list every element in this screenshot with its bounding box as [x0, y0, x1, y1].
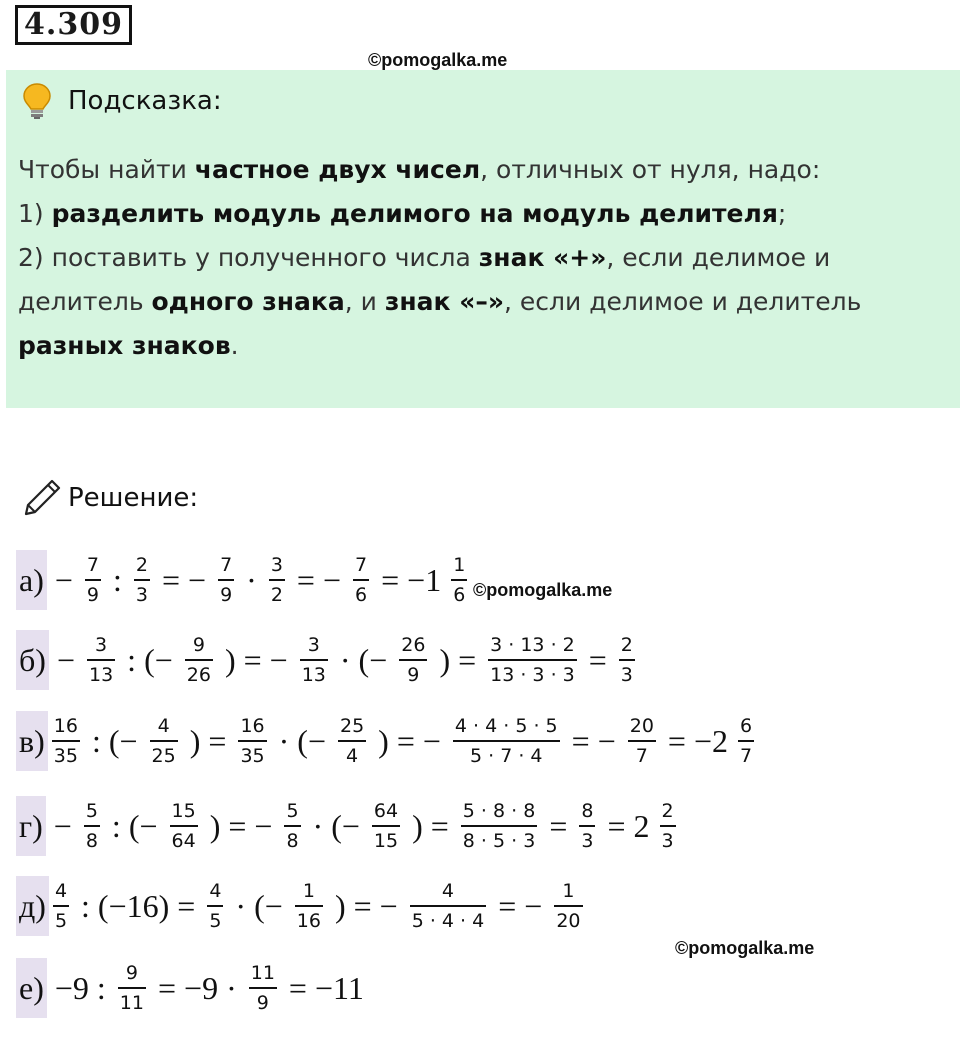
item-letter: д): [16, 876, 49, 936]
pencil-icon: [22, 478, 62, 518]
hint-line: делитель одного знака, и знак «–», если делимое и делитель: [18, 287, 862, 316]
equation: −9 : $\frac{9}{11}$ = −9 · $\frac{11}{9}$ = −11: [46, 962, 364, 1014]
watermark: ©pomogalka.me: [473, 580, 613, 600]
hint-box: [6, 70, 960, 408]
fraction: $\frac{6}{7}$: [740, 715, 753, 767]
fraction: $\frac{4}{5}$: [209, 880, 222, 932]
fraction: $\frac{15}{64}$: [171, 800, 196, 852]
fraction: $\frac{5}{8}$: [286, 800, 299, 852]
fraction: $\frac{64}{15}$: [373, 800, 399, 852]
solution-item-a: [16, 547, 471, 613]
fraction: $\frac{20}{7}$: [629, 715, 654, 767]
fraction: $\frac{3 \cdot 13 \cdot 2}{13 \cdot 3 \cdot 3}$: [490, 634, 575, 686]
lightbulb-icon: [22, 82, 52, 120]
fraction: $\frac{5}{8}$: [85, 800, 98, 852]
hint-line: Чтобы найти частное двух чисел, отличных от нуля, надо:: [18, 155, 821, 184]
equation: $\frac{4}{5}$ : (−16) = $\frac{4}{5}$ · (− $\frac{1}{16}$ ) = − $\frac{4}{5 \cdot 4 \cdot 4}$ = − $\frac{1}{20}$: [54, 880, 581, 932]
fraction: $\frac{3}{13}$: [88, 634, 114, 686]
hint-header: [22, 82, 222, 120]
fraction: $\frac{4}{5}$: [54, 880, 68, 932]
solution-item-d: [16, 873, 587, 939]
fraction: $\frac{11}{9}$: [250, 962, 275, 1014]
item-letter: е): [16, 958, 47, 1018]
fraction: $\frac{1}{20}$: [556, 880, 581, 932]
equation: − $\frac{3}{13}$ : (− $\frac{9}{26}$ ) = − $\frac{3}{13}$ · (− $\frac{26}{9}$ ) = $\frac{3 \cdot 13 \cdot 2}{13 \cdot 3 \cdot 3}$ = $\frac{2}{3}$: [48, 634, 633, 686]
fraction: $\frac{2}{3}$: [135, 554, 148, 606]
equation: $\frac{16}{35}$ : (− $\frac{4}{25}$ ) = $\frac{16}{35}$ · (− $\frac{25}{4}$ ) = − $\frac{4 \cdot 4 \cdot 5 \cdot 5}{5 \cdot 7 \cdot 4}$ = − $\frac{20}{7}$ = −2 $\frac{6}{7}$: [53, 715, 753, 767]
fraction: $\frac{4}{5 \cdot 4 \cdot 4}$: [411, 880, 485, 932]
fraction: $\frac{3}{2}$: [270, 554, 283, 606]
fraction: $\frac{8}{3}$: [581, 800, 594, 852]
hint-title: Подсказка:: [68, 86, 222, 116]
solution-header: [22, 478, 198, 518]
item-letter: а): [16, 550, 47, 610]
fraction: $\frac{9}{26}$: [186, 634, 211, 686]
problem-number: 4.309: [15, 5, 132, 45]
hint-text: [18, 148, 954, 368]
solution-item-g: [16, 793, 680, 859]
item-letter: б): [16, 630, 49, 690]
fraction: $\frac{1}{6}$: [453, 554, 466, 606]
fraction: $\frac{7}{6}$: [355, 554, 368, 606]
fraction: $\frac{25}{4}$: [339, 715, 365, 767]
fraction: $\frac{16}{35}$: [53, 715, 78, 767]
fraction: $\frac{5 \cdot 8 \cdot 8}{8 \cdot 5 \cdot 3}$: [462, 800, 536, 852]
equation: − $\frac{5}{8}$ : (− $\frac{15}{64}$ ) = − $\frac{5}{8}$ · (− $\frac{64}{15}$ ) = $\frac{5 \cdot 8 \cdot 8}{8 \cdot 5 \cdot 3}$ = $\frac{8}{3}$ = 2 $\frac{2}{3}$: [45, 800, 674, 852]
solution-item-v: [16, 708, 758, 774]
watermark: ©pomogalka.me: [368, 50, 508, 70]
item-letter: в): [16, 711, 48, 771]
fraction: $\frac{9}{11}$: [119, 962, 144, 1014]
solution-item-e: [16, 955, 364, 1021]
fraction: $\frac{1}{16}$: [296, 880, 321, 932]
equation: − $\frac{7}{9}$ : $\frac{2}{3}$ = − $\frac{7}{9}$ · $\frac{3}{2}$ = − $\frac{7}{6}$ = −1 $\frac{1}{6}$: [46, 554, 466, 606]
item-letter: г): [16, 796, 46, 856]
fraction: $\frac{16}{35}$: [240, 715, 265, 767]
fraction: $\frac{4}{25}$: [151, 715, 176, 767]
hint-line: 2) поставить у полученного числа знак «+», если делимое и: [18, 243, 831, 272]
fraction: $\frac{2}{3}$: [661, 800, 674, 852]
solution-item-b: [16, 627, 639, 693]
solution-title: Решение:: [68, 483, 199, 513]
watermark: ©pomogalka.me: [675, 938, 815, 958]
hint-line: 1) разделить модуль делимого на модуль делителя;: [18, 199, 787, 228]
hint-line: разных знаков.: [18, 331, 239, 360]
fraction: $\frac{4 \cdot 4 \cdot 5 \cdot 5}{5 \cdot 7 \cdot 4}$: [454, 715, 558, 767]
fraction: $\frac{7}{9}$: [86, 554, 99, 606]
fraction: $\frac{26}{9}$: [401, 634, 426, 686]
fraction: $\frac{3}{13}$: [301, 634, 326, 686]
fraction: $\frac{7}{9}$: [220, 554, 233, 606]
fraction: $\frac{2}{3}$: [620, 634, 633, 686]
